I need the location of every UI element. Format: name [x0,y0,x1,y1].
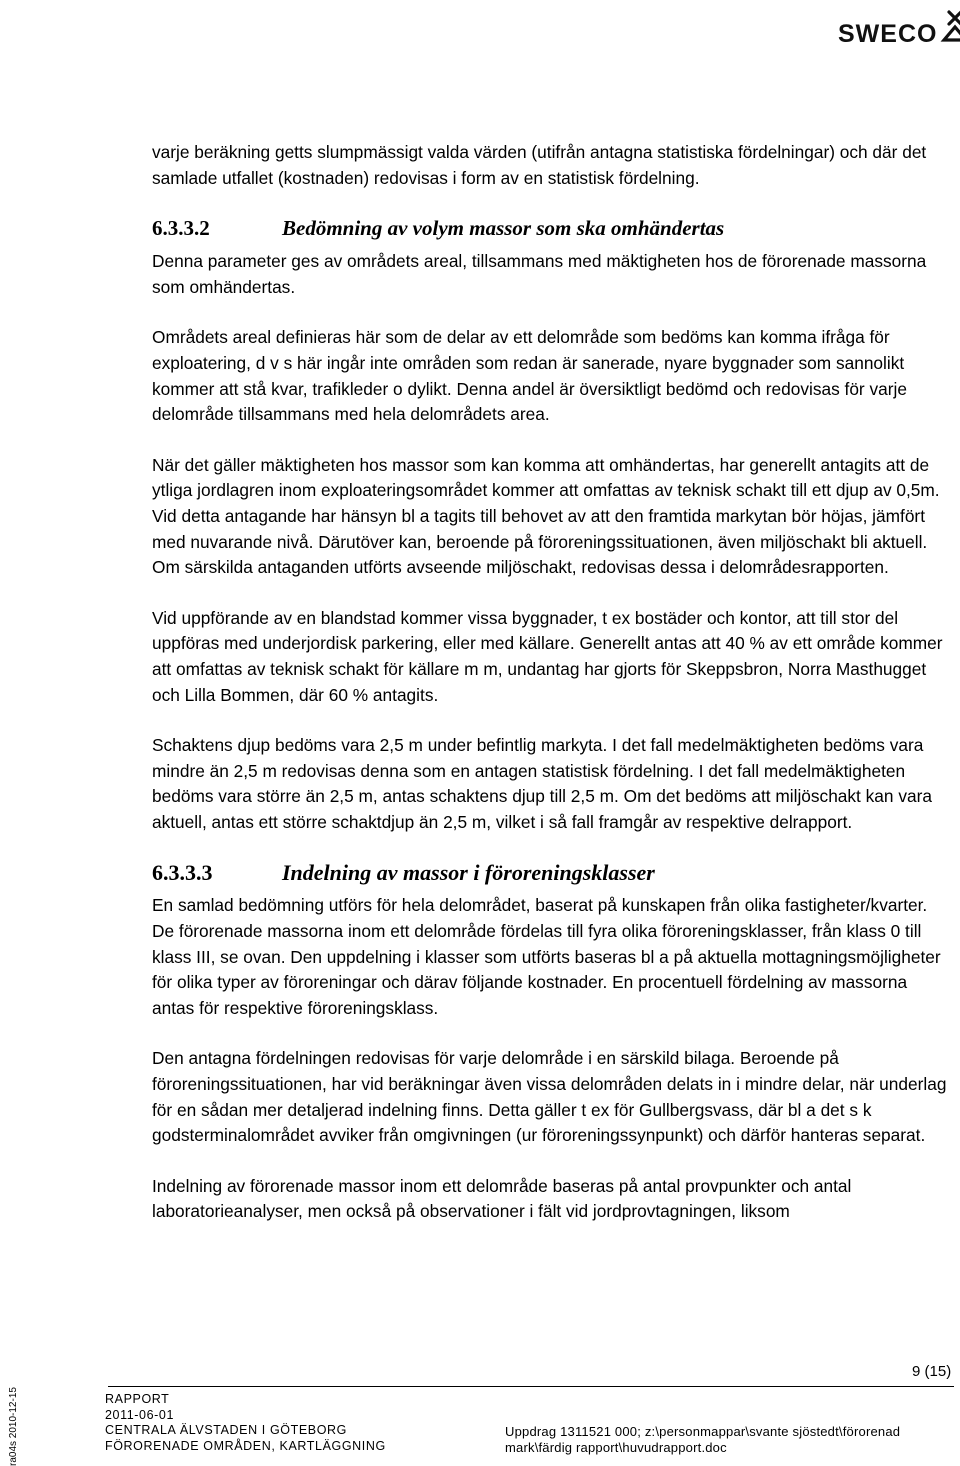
section-title: Bedömning av volym massor som ska omhändertas [282,216,725,241]
footer-report-type: RAPPORT [105,1392,170,1406]
document-body [152,140,952,1250]
paragraph: Områdets areal definieras här som de delar av ett delområde som bedöms kan komma ifråga för exploatering, d v s här ingår inte områden som redan är sanerade, nyare byggnader som sannolikt kommer att stå kvar, trafikleder o dylikt. Denna andel är översiktligt bedömd och redovisas för varje delområde tillsammans med hela delområdets area. [152,327,907,425]
section-heading-6-3-3-2 [152,216,952,241]
side-label-text: ra04s 2010-12-15 [8,1387,19,1466]
paragraph-intro: varje beräkning getts slumpmässigt valda värden (utifrån antagna statistiska fördelningar) och där det samlade utfallet (kostnaden) redovisas i form av en statistisk fördelning. [152,142,927,188]
footer-project: CENTRALA ÄLVSTADEN I GÖTEBORG [105,1423,347,1437]
paragraph: Denna parameter ges av områdets areal, tillsammans med mäktigheten hos de förorenade massorna som omhändertas. [152,251,927,297]
section-number: 6.3.3.3 [152,860,213,886]
section-heading-6-3-3-3 [152,860,952,885]
footer-file-info [505,1424,900,1455]
section-title: Indelning av massor i föroreningsklasser [282,860,655,886]
paragraph: Schaktens djup bedöms vara 2,5 m under befintlig markyta. I det fall medelmäktigheten bedöms vara mindre än 2,5 m redovisas denna som en antagen statistisk fördelning. I det fall medelmäktigheten bedöms vara större än 2,5 m, antas schaktens djup till 2,5 m. Om det bedöms att miljöschakt kan vara aktuell, antas ett större schaktdjup än 2,5 m, vilket i så fall framgår av respektive delrapport. [152,735,932,832]
logo-text: SWECO [838,20,938,48]
paragraph: När det gäller mäktigheten hos massor som kan komma att omhändertas, har generellt antagits att de ytliga jordlagren inom exploateringsområdet kommer att omfattas av teknisk schakt till ett djup av 0,5m. Vid detta antagande har hänsyn bl a tagits till behovet av att den framtida markytan bör höjas, jämfört med nuvarande nivå. Därutöver kan, beroende på föroreningssituationen, även miljöschakt bli aktuell. Om särskilda antaganden utförts avseende miljöschakt, redovisas dessa i delområdesrapporten. [152,454,940,578]
sweco-logo [838,6,960,47]
paragraph: Vid uppförande av en blandstad kommer vissa byggnader, t ex bostäder och kontor, att till stor del uppföras med underjordisk parkering, eller med källare. Generellt antas att 40 % av ett område kommer att omfattas av teknisk schakt för källare m m, undantag har gjorts för Skeppsbron, Norra Masthugget och Lilla Bommen, där 60 % antagits. [152,607,943,705]
paragraph: Indelning av förorenade massor inom ett delområde baseras på antal provpunkter och antal laboratorieanalyser, men också på observationer i fält vid jordprovtagningen, liksom [152,1175,852,1222]
footer-date: 2011-06-01 [105,1407,175,1422]
section-number: 6.3.3.2 [152,216,210,241]
page-number: 9 (15) [912,1363,952,1380]
footer-report-info [105,1392,386,1454]
sweco-logo-icon [940,10,960,44]
footer-assignment: Uppdrag 1311521 000; z:\personmappar\svante sjöstedt\förorenad [505,1424,901,1439]
paragraph: Den antagna fördelningen redovisas för varje delområde i en särskild bilaga. Beroende på föroreningssituationen, har vid beräkningar även vissa delområden delats in i mindre delar, när underlag för en sådan mer detaljerad indelning finns. Detta gäller t ex för Gullbergsvass, där bl a det s k godsterminalområdet avviker från omgivningen (ur föroreningssynpunkt) och därför hanteras separat. [152,1048,947,1146]
footer-divider [108,1386,954,1387]
paragraph: En samlad bedömning utförs för hela delområdet, baserat på kunskapen från olika fastigheter/kvarter. De förorenade massorna inom ett delområde fördelas till fyra olika föroreningsklasser, från klass 0 till klass III, se ovan. Den uppdelning i klasser som utförts baseras bl a på aktuella mottagningsmöjligheter för olika typer av föroreningar och därav följande kostnader. En procentuell fördelning av massorna antas för respektive föroreningsklass. [152,895,941,1018]
template-side-label [0,1380,19,1466]
footer-subtitle: FÖRORENADE OMRÅDEN, KARTLÄGGNING [105,1438,386,1453]
footer-file-path: mark\färdig rapport\huvudrapport.doc [505,1439,727,1455]
